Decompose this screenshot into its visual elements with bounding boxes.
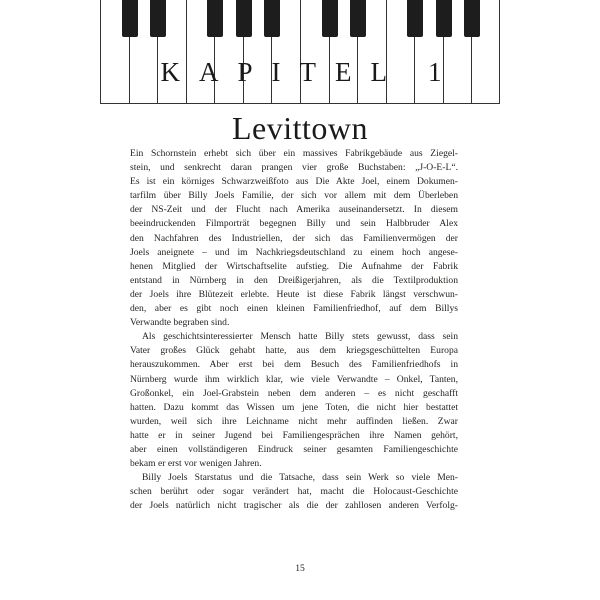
paragraph bbox=[130, 471, 458, 513]
text-line: der Joels ihre Blütezeit erlebte. Heute ist diese Fabrik längst verschwun- bbox=[130, 288, 458, 300]
text-line: Als geschichtsinteressierter Mensch hatte Billy stets gewusst, dass sein bbox=[142, 331, 458, 343]
page-number: 15 bbox=[295, 563, 305, 574]
text-line: den, aber es gibt noch einen kleinen Familienfriedhof, auf dem Billys bbox=[130, 303, 458, 315]
chapter-number: 1 bbox=[427, 56, 442, 87]
chapter-title: Levittown bbox=[231, 110, 369, 146]
piano-keyboard-header bbox=[100, 0, 500, 104]
text-line: aber einen vollständigeren Eindruck seiner gesamten Familiengeschichte bbox=[130, 443, 458, 455]
text-line: Ein Schornstein erhebt sich über ein massives Fabrikgebäude aus Ziegel- bbox=[130, 148, 458, 159]
piano-black-key bbox=[207, 0, 223, 37]
text-line: der NS-Zeit und der Flucht nach Amerika auseinandersetzt. In diesem bbox=[130, 204, 458, 216]
piano-black-key bbox=[150, 0, 166, 37]
text-line: Billy Joels Starstatus und die Tatsache, dass sein Werk so viele Men- bbox=[142, 472, 458, 484]
text-line: tarfilm über Billy Joels Familie, der sich vor allem mit dem Überleben bbox=[130, 190, 458, 202]
piano-black-key bbox=[407, 0, 423, 37]
text-line: schen berührt oder sogar verändert hat, macht die Holocaust-Geschichte bbox=[130, 486, 458, 498]
paragraph bbox=[130, 147, 458, 330]
piano-black-key bbox=[464, 0, 480, 37]
chapter-label: KAPITEL bbox=[160, 56, 406, 87]
text-line: der Joels natürlich nicht tragischer als die der zahllosen anderen Verfolg- bbox=[130, 500, 458, 512]
text-line: henen Mitglied der Wirtschaftselite aufstieg. Die Aufnahme der Fabrik bbox=[130, 260, 458, 272]
text-line: Vater großes Glück gehabt hatte, aus dem kriegsgeschüttelten Europa bbox=[130, 345, 458, 357]
piano-black-key bbox=[236, 0, 252, 37]
text-line: den Nachfahren des Industriellen, der sich das Familienvermögen der bbox=[130, 232, 458, 244]
book-page bbox=[100, 0, 500, 600]
text-line: bekam er erst vor wenigen Jahren. bbox=[130, 458, 262, 470]
paragraph bbox=[130, 330, 458, 471]
text-line: beeindruckenden Filmporträt begegnen Billy und sein Halbbruder Alex bbox=[130, 218, 458, 230]
body-text bbox=[130, 147, 458, 513]
text-line: wurden, weil sich ihre Leichname nicht mehr auffinden ließen. Zwar bbox=[130, 415, 458, 427]
text-line: Verwandte begraben sind. bbox=[130, 317, 230, 329]
text-line: Nürnberg wurde ihm wirklich klar, wie viele Verwandte – Onkel, Tanten, bbox=[130, 373, 458, 385]
text-line: entstand in Nürnberg in den Dreißigerjahren, als die Textilproduktion bbox=[130, 274, 458, 286]
text-line: Großonkel, ein Joel-Grabstein neben dem anderen – es nicht geschafft bbox=[130, 387, 458, 399]
text-line: stein, und senkrecht daran prangen vier große Buchstaben: „J-O-E-L“. bbox=[130, 162, 458, 174]
chapter-heading bbox=[101, 52, 500, 92]
piano-black-key bbox=[264, 0, 280, 37]
text-line: hatte er in seiner Jugend bei Familiengesprächen ihre Namen gehört, bbox=[130, 429, 458, 441]
text-line: Joels aneignete – und im Nachkriegsdeutschland zu einem hoch angese- bbox=[130, 246, 458, 258]
piano-black-key bbox=[436, 0, 452, 37]
piano-black-key bbox=[350, 0, 366, 37]
piano-black-key bbox=[322, 0, 338, 37]
piano-black-key bbox=[122, 0, 138, 37]
text-line: herauszukommen. Aber erst bei dem Besuch des Familienfriedhofs in bbox=[130, 359, 458, 371]
text-line: Es ist ein körniges Schwarzweißfoto aus Die Akte Joel, einem Dokumen- bbox=[130, 176, 458, 188]
text-line: hatten. Dazu kommt das Wissen um jene Toten, die nicht hier bestattet bbox=[130, 401, 458, 413]
